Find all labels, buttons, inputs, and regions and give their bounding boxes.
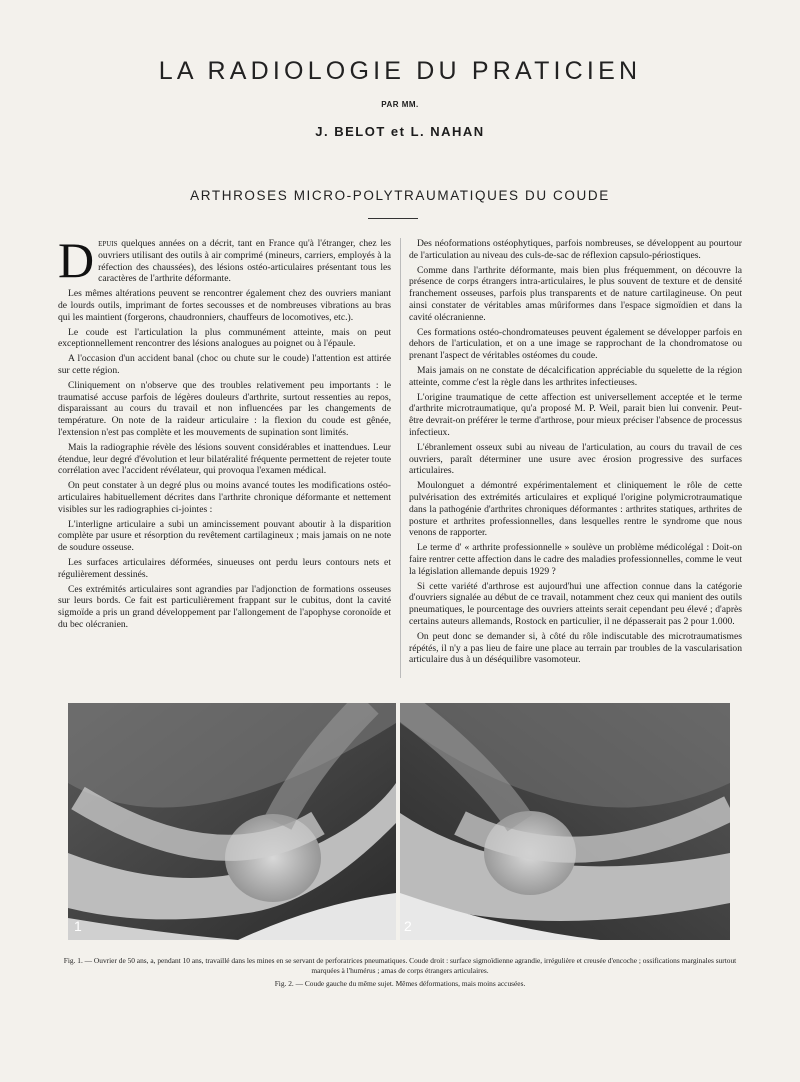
article-subtitle: ARTHROSES MICRO-POLYTRAUMATIQUES DU COUDE (190, 188, 610, 203)
paragraph: Les surfaces articulaires déformées, sinueuses ont perdu leurs contours nets et régulièrement dessinés. (58, 556, 391, 580)
column-divider (400, 238, 401, 678)
paragraph: Si cette variété d'arthrose est aujourd'hui une affection connue dans la catégorie d'ouvriers signalée au début de ce travail, notamment chez ceux qui manient des outils pneumatiques, le pourcentage des ouvriers atteints serait cependant peu élevé ; d'après certains auteurs allemands, Rostock en particulier, il ne dépasserait pas 2 pour 1.000. (409, 580, 742, 627)
paragraph: Des néoformations ostéophytiques, parfois nombreuses, se développent au pourtour de l'articulation au niveau des culs-de-sac de réflexion capsulo-périostiques. (409, 238, 742, 261)
xray-figure-2 (400, 703, 730, 940)
paragraph: Moulonguet a démontré expérimentalement et cliniquement le rôle de cette pulvérisation des extrémités articulaires et expliqué l'origine polymicrotraumatique dans la pathogénie d'arthrites chroniques déformantes : arthrites statiques, arthrites de posture et arthrites professionnelles, dans lesquelles rentre le syndrome que nous venons de rapporter. (409, 480, 742, 539)
right-column (409, 238, 742, 669)
paragraph: Le coude est l'articulation la plus communément atteinte, mais on peut exceptionnellement rencontrer des lésions analogues au poignet ou à l'épaule. (58, 326, 391, 350)
paragraph: Mais jamais on ne constate de décalcification appréciable du squelette de la région atteinte, comme c'est la règle dans les arthrites infectieuses. (409, 364, 742, 388)
lead-smallcaps: epuis (98, 238, 118, 249)
paragraph: Comme dans l'arthrite déformante, mais bien plus fréquemment, on découvre la présence de corps étrangers intra-articulaires, le plus souvent de texture et de densité franchement osseuses, parfois plus transparents et de nature cartilagineuse. On peut ainsi constater de véritables amas mûriformes dans l'espace sigmoïdien et dans la cavité olécranienne. (409, 264, 742, 323)
paragraph: A l'occasion d'un accident banal (choc ou chute sur le coude) l'attention est attirée sur cette région. (58, 353, 391, 376)
authors: J. BELOT et L. NAHAN (315, 124, 485, 139)
paragraph: On peut constater à un degré plus ou moins avancé toutes les modifications ostéo-articulaires habituellement décrites dans l'arthrite chronique déformante et nettement visibles sur les radiographies ci-jointes : (58, 480, 391, 515)
figure-number-1: 1 (74, 918, 82, 934)
paragraph: L'origine traumatique de cette affection est universellement acceptée et le terme d'arthrite microtraumatique, qu'a proposé M. P. Weil, parait bien lui convenir. Peut-être devrait-on préférer le terme d'arthrose, pour mieux préciser l'absence de processus infectieux. (409, 391, 742, 438)
figure-caption-2: Fig. 2. — Coude gauche du même sujet. Mêmes déformations, mais moins accusées. (274, 979, 526, 988)
title-divider (368, 218, 418, 219)
drop-cap: D (58, 232, 95, 288)
left-column (58, 232, 391, 634)
paragraph: Cliniquement on n'observe que des troubles relativement peu importants : le traumatisé accuse parfois de légères douleurs d'arthrite, surtout ressenties au repos, disparaissant au cours du travail et non influencées par les changements de température. On note de la raideur articulaire : la flexion du coude est gênée, l'extension n'est pas complète et les mouvements de supination sont limités. (58, 379, 391, 438)
paragraph-text: quelques années on a décrit, tant en France qu'à l'étranger, chez les ouvriers utilisant des outils à air comprimé (mineurs, carriers, employés à la réfection des chaussées), des lésions ostéo-articulaires présentant tous les caractères de l'arthrite déformante. (98, 238, 391, 285)
paragraph: L'ébranlement osseux subi au niveau de l'articulation, au cours du travail de ces ouvriers, paraît déterminer une usure avec érosion progressive des surfaces articulaires. (409, 441, 742, 477)
paragraph: Ces extrémités articulaires sont agrandies par l'adjonction de formations osseuses sur leurs bords. Ce fait est particulièrement frappant sur le cubitus, dont la cavité sigmoïde a pris un grand développement par l'allongement de l'apophyse coronoïde et du bec olécranien. (58, 583, 391, 630)
paragraph: L'interligne articulaire a subi un amincissement pouvant aboutir à la disparition complète par usure et résorption du revêtement cartilagineux ; mais jamais on ne note de soudure osseuse. (58, 518, 391, 554)
paragraph: Le terme d' « arthrite professionnelle » soulève un problème médicolégal : Doit-on faire rentrer cette affection dans le cadre des maladies professionnelles, comme le veut la législation allemande depuis 1929 ? (409, 542, 742, 577)
byline-label: PAR MM. (381, 100, 419, 109)
page-title: LA RADIOLOGIE DU PRATICIEN (158, 57, 642, 85)
xray-image-2 (400, 703, 730, 940)
paragraph: Mais la radiographie révèle des lésions souvent considérables et inattendues. Leur étendue, leur degré d'évolution et leur bilatéralité fréquente permettent de rejeter toute corrélation avec l'accident révélateur, qui provoqua l'examen médical. (58, 441, 391, 477)
paragraph: Ces formations ostéo-chondromateuses peuvent également se développer parfois en dehors de l'articulation, et on a une image se rapprochant de la chondromatose ou prenant l'aspect de véritables ostéomes du coude. (409, 326, 742, 362)
xray-image-1 (68, 703, 396, 940)
paragraph: Les mêmes altérations peuvent se rencontrer également chez des ouvriers maniant de lourds outils, imprimant de fortes secousses et de nombreuses vibrations au bras qui les maintient (forgerons, chaudronniers, chauffeurs de locomotives, etc.). (58, 288, 391, 323)
lead-paragraph (58, 232, 391, 288)
figure-caption-1: Fig. 1. — Ouvrier de 50 ans, a, pendant 10 ans, travaillé dans les mines en se servant de perforatrices pneumatiques. Coude droit : surface sigmoïdienne agrandie, irrégulière et creusée d'encoche ; ossifications marginales surtout marquées à l'humérus ; amas de corps étrangers articulaires. (63, 956, 737, 975)
paragraph: On peut donc se demander si, à côté du rôle indiscutable des microtraumatismes répétés, il n'y a pas lieu de faire une place au terrain par troubles de la vascularisation articulaire dus à un déséquilibre vasomoteur. (409, 630, 742, 666)
xray-figure-1 (68, 703, 396, 940)
figure-number-2: 2 (404, 918, 412, 934)
